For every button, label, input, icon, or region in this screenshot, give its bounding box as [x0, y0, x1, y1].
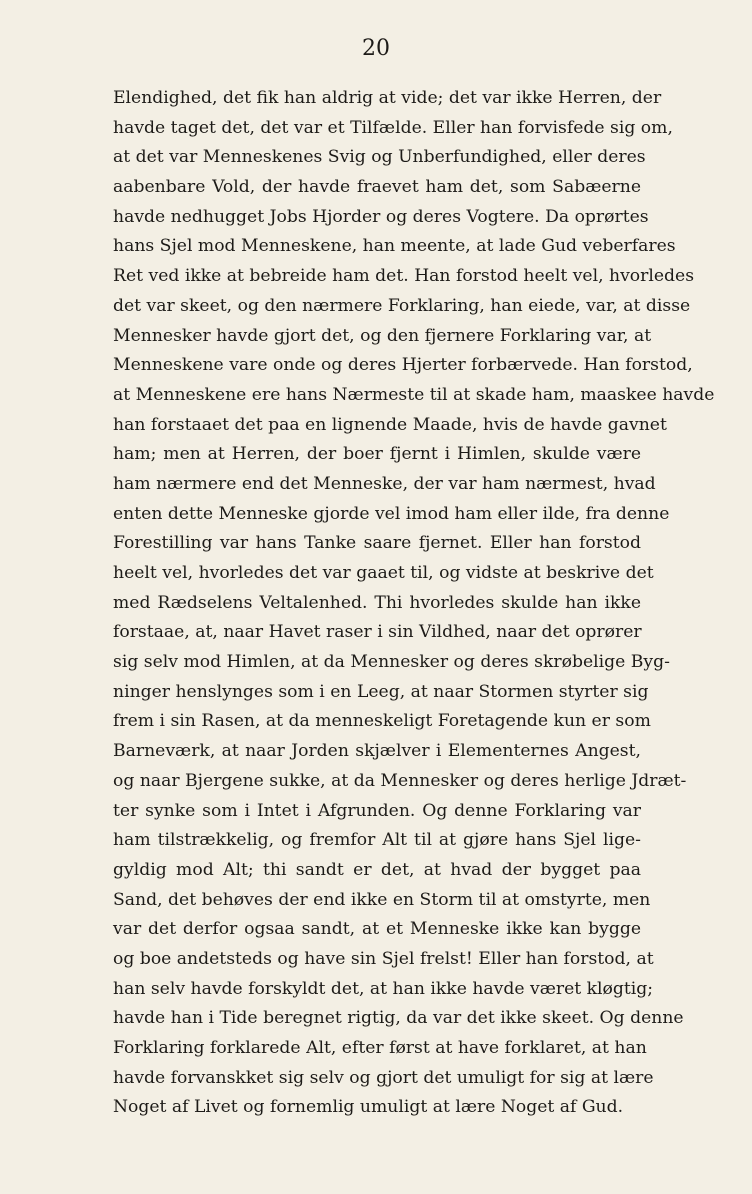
- text-line: med Rædselens Veltalenhed. Thi hvorledes skulde han ikke: [113, 592, 641, 613]
- text-line: Ret ved ikke at bebreide ham det. Han forstod heelt vel, hvorledes: [113, 266, 695, 287]
- text-line: ham nærmere end det Menneske, der var ham nærmest, hvad: [113, 473, 656, 494]
- text-line: frem i sin Rasen, at da menneskeligt Foretagende kun er som: [113, 711, 651, 732]
- text-line: havde nedhugget Jobs Hjorder og deres Vogtere. Da oprørtes: [113, 206, 649, 227]
- text-line: Forestilling var hans Tanke saare fjernet. Eller han forstod: [113, 533, 641, 554]
- text-line: forstaae, at, naar Havet raser i sin Vildhed, naar det oprører: [113, 622, 642, 643]
- text-line: at det var Menneskenes Svig og Unberfundighed, eller deres: [113, 147, 646, 168]
- text-line: ham; men at Herren, der boer fjernt i Himlen, skulde være: [113, 444, 641, 465]
- text-line: Forklaring forklarede Alt, efter først at have forklaret, at han: [113, 1038, 647, 1058]
- text-line: havde han i Tide beregnet rigtig, da var det ikke skeet. Og denne: [113, 1008, 684, 1029]
- text-line: det var skeet, og den nærmere Forklaring, han eiede, var, at disse: [113, 295, 691, 316]
- text-line: han selv havde forskyldt det, at han ikke havde været kløgtig;: [113, 978, 654, 999]
- text-line: Menneskene vare onde og deres Hjerter forbærvede. Han forstod,: [113, 355, 693, 376]
- text-line: Elendighed, det fik han aldrig at vide; det var ikke Herren, der: [113, 88, 662, 108]
- text-line: Noget af Livet og fornemlig umuligt at lære Noget af Gud.: [113, 1097, 624, 1118]
- text-line: aabenbare Vold, der havde fraevet ham det, som Sabæerne: [113, 177, 641, 198]
- text-line: Barneværk, at naar Jorden skjælver i Elementernes Angest,: [113, 741, 641, 762]
- text-line: ninger henslynges som i en Leeg, at naar Stormen styrter sig: [113, 681, 649, 702]
- text-line: havde forvanskket sig selv og gjort det umuligt for sig at lære: [113, 1067, 654, 1088]
- text-line: heelt vel, hvorledes det var gaaet til, og vidste at beskrive det: [113, 563, 654, 583]
- text-line: Mennesker havde gjort det, og den fjernere Forklaring var, at: [113, 325, 652, 346]
- text-line: Sand, det behøves der end ikke en Storm til at omstyrte, men: [113, 889, 651, 910]
- text-line: sig selv mod Himlen, at da Mennesker og deres skrøbelige Byg-: [113, 652, 670, 673]
- text-line: hans Sjel mod Menneskene, han meente, at lade Gud veberfares: [113, 236, 676, 257]
- text-line: gyldig mod Alt; thi sandt er det, at hvad der bygget paa: [113, 859, 641, 880]
- text-line: enten dette Menneske gjorde vel imod ham eller ilde, fra denne: [113, 503, 670, 524]
- text-line: at Menneskene ere hans Nærmeste til at skade ham, maaskee havde: [113, 384, 715, 405]
- body-text: [113, 84, 715, 1123]
- text-line: og boe andetsteds og have sin Sjel frelst! Eller han forstod, at: [113, 948, 654, 969]
- page-number: 20: [362, 36, 390, 61]
- text-line: og naar Bjergene sukke, at da Mennesker og deres herlige Jdræt-: [113, 770, 687, 791]
- text-line: ter synke som i Intet i Afgrunden. Og denne Forklaring var: [113, 800, 641, 821]
- text-line: han forstaaet det paa en lignende Maade, hvis de havde gavnet: [113, 414, 667, 435]
- text-line: ham tilstrækkelig, og fremfor Alt til at gjøre hans Sjel lige-: [113, 830, 641, 851]
- text-line: havde taget det, det var et Tilfælde. Eller han forvisfede sig om,: [113, 117, 673, 138]
- text-line: var det derfor ogsaa sandt, at et Menneske ikke kan bygge: [113, 919, 641, 940]
